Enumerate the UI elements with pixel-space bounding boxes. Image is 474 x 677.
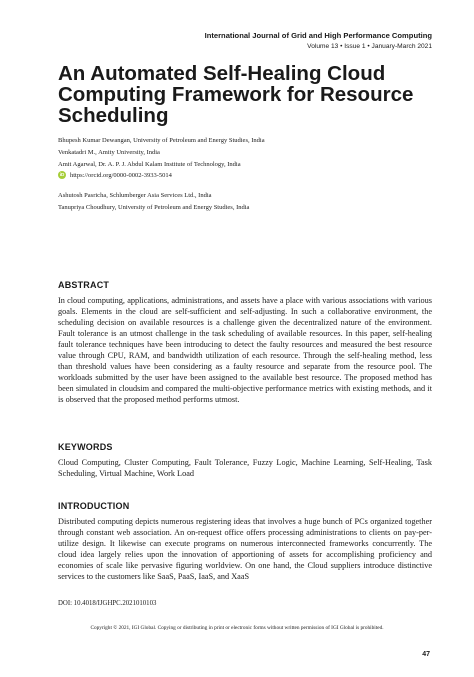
copyright-notice: Copyright © 2021, IGI Global. Copying or distributing in print or electronic forms without written permission of IGI Global is prohibited.	[90, 625, 384, 631]
orcid-icon: iD	[59, 172, 65, 177]
journal-header	[205, 30, 432, 52]
journal-name: International Journal of Grid and High Performance Computing	[204, 31, 432, 40]
introduction-text: Distributed computing depicts numerous registering ideas that involves a huge bunch of PCs organized together through constant web association. An on-request office offers processing administrations to clients on pay-per-utilize design. It likewise can execute programs on numerous interconnected frameworks concurrently. The cloud idea largely relies upon the innovation of apportioning of assets for accomplishing proficiency and economies of scale like pervasive figuring worldview. On one hand, the Cloud suppliers introduce distinctive services to the customers like SaaS, PaaS, IaaS, and XaaS	[58, 517, 432, 581]
journal-issue: Volume 13 • Issue 1 • January-March 2021	[307, 43, 432, 50]
orcid-link[interactable]: https://orcid.org/0000-0002-3933-5014	[70, 171, 172, 179]
abstract-text: In cloud computing, applications, administrations, and assets have a place with various associations with various goals. Elements in the cloud are self-sufficient and self-adjusting. In such a collaborative environment, the scheduling decision on available resources is a challenge given the decentralized nature of the environment. Fault tolerance is an utmost challenge in the task scheduling of available resources. In this paper, self-healing fault tolerance techniques have been introducing to detect the faulty resources and measured the best resource value through CPU, RAM, and bandwidth utilization of each resource. Through the self-healing method, less than threshold values have been considering as a faulty resource and separate from the resource pool. The workloads submitted by the user have been assigned to the available best resource. The proposed method has been simulated in cloudsim and compared the multi-objective performance metrics with existing methods, and it is observed that the proposed method performs utmost.	[58, 296, 432, 404]
doi: DOI: 10.4018/IJGHPC.2021010103	[58, 600, 157, 607]
author-affiliation: Bhupesh Kumar Dewangan, University of Petroleum and Energy Studies, India	[58, 137, 265, 144]
paper-title: An Automated Self-Healing Cloud Computing Framework for Resource Scheduling	[58, 62, 414, 127]
author-affiliation: Tanupriya Choudhury, University of Petroleum and Energy Studies, India	[58, 204, 250, 211]
orcid-line	[58, 171, 172, 179]
author-affiliation: Amit Agarwal, Dr. A. P. J. Abdul Kalam Institute of Technology, India	[58, 161, 241, 168]
abstract-heading: ABSTRACT	[58, 280, 110, 290]
page-number: 47	[422, 651, 430, 658]
author-affiliation: Ashutosh Pasricha, Schlumberger Asia Services Ltd., India	[58, 192, 212, 199]
keywords-heading: KEYWORDS	[58, 442, 113, 452]
introduction-heading: INTRODUCTION	[58, 501, 130, 511]
author-affiliation: Venkatadri M., Amity University, India	[58, 149, 160, 156]
keywords-text: Cloud Computing, Cluster Computing, Fault Tolerance, Fuzzy Logic, Machine Learning, Self-Healing, Task Scheduling, Virtual Machine, Work Load	[58, 458, 432, 478]
